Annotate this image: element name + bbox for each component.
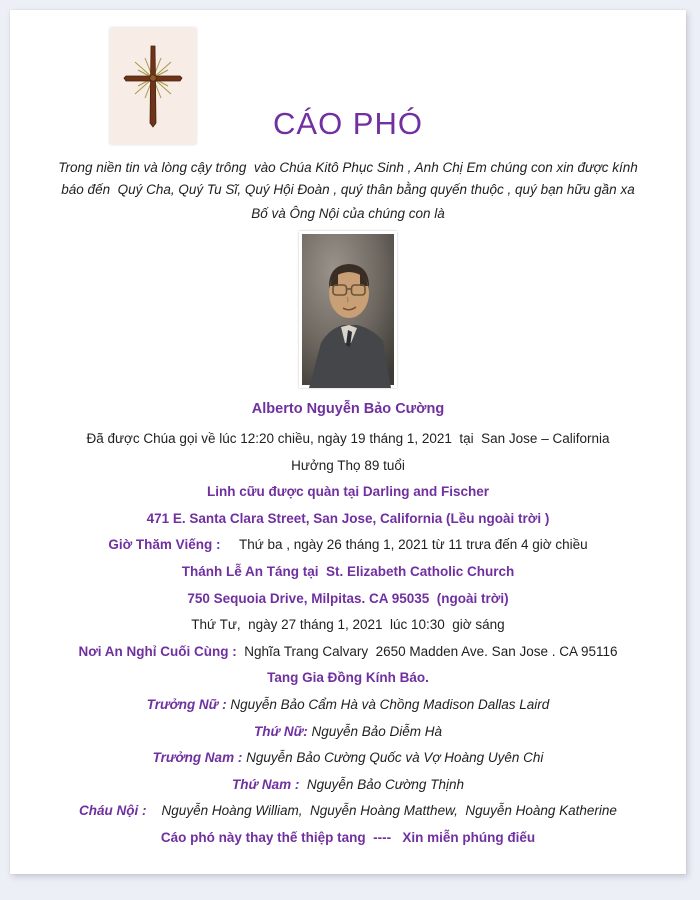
family-member-label: Trưởng Nam :	[152, 750, 243, 766]
visitation-line	[10, 532, 686, 559]
visitation-label: Giờ Thăm Viếng :	[108, 537, 221, 553]
crucifix-photo	[110, 28, 196, 144]
repose-location-line: Linh cữu được quàn tại Darling and Fischer	[207, 484, 489, 500]
resting-place-line	[10, 639, 686, 666]
footer-note-line: Cáo phó này thay thế thiệp tang ---- Xin miễn phúng điếu	[160, 829, 536, 845]
family-member-row	[10, 692, 686, 719]
crucifix-icon	[110, 28, 196, 144]
details-section	[10, 426, 686, 852]
age-line: Hưởng Thọ 89 tuổi	[291, 457, 405, 473]
portrait-photo	[299, 231, 397, 388]
funeral-mass-line: Thánh Lễ An Táng tại St. Elizabeth Catholic Church	[181, 563, 515, 579]
family-member-label: Cháu Nội :	[79, 803, 147, 819]
family-announcement-line: Tang Gia Đồng Kính Báo.	[267, 670, 429, 686]
intro-paragraph: Trong niền tin và lòng cậy trông vào Chúa Kitô Phục Sinh , Anh Chị Em chúng con xin được kính báo đến Quý Cha, Quý Tu Sĩ, Quý Hội Đoàn , quý thân bằng quyến thuộc , quý bạn hữu gần xa	[58, 160, 642, 197]
resting-place-text: Nghĩa Trang Calvary 2650 Madden Ave. San Jose . CA 95116	[236, 643, 618, 659]
family-member-text: Nguyễn Bảo Cường Thịnh	[299, 776, 464, 792]
family-member-row	[10, 772, 686, 799]
page-title: CÁO PHÓ	[273, 106, 423, 141]
family-member-label: Thứ Nam :	[232, 776, 300, 792]
family-member-label: Thứ Nữ:	[253, 723, 308, 739]
funeral-mass-address-line: 750 Sequoia Drive, Milpitas. CA 95035 (ngoài trời)	[187, 590, 509, 606]
family-member-row	[10, 798, 686, 825]
family-member-row	[10, 719, 686, 746]
family-member-text: Nguyễn Bảo Cường Quốc và Vợ Hoàng Uyên Chi	[242, 750, 544, 766]
deceased-name: Alberto Nguyễn Bảo Cường	[251, 401, 445, 417]
funeral-mass-time-line: Thứ Tư, ngày 27 tháng 1, 2021 lúc 10:30 giờ sáng	[191, 617, 505, 633]
family-member-text: Nguyễn Bảo Cẩm Hà và Chồng Madison Dallas Laird	[226, 696, 550, 712]
relation-line: Bố và Ông Nội của chúng con là	[251, 206, 445, 221]
repose-address-line: 471 E. Santa Clara Street, San Jose, California (Lều ngoài trời )	[146, 510, 550, 526]
obituary-page	[10, 10, 686, 874]
death-date-line: Đã được Chúa gọi về lúc 12:20 chiều, ngày 19 tháng 1, 2021 tại San Jose – California	[86, 431, 610, 446]
family-member-text: Nguyễn Bảo Diễm Hà	[307, 723, 443, 739]
visitation-text: Thứ ba , ngày 26 tháng 1, 2021 từ 11 trưa đến 4 giờ chiều	[220, 537, 588, 553]
resting-place-label: Nơi An Nghỉ Cuối Cùng :	[78, 643, 237, 659]
family-member-text: Nguyễn Hoàng William, Nguyễn Hoàng Matthew, Nguyễn Hoàng Katherine	[146, 803, 617, 819]
family-member-row	[10, 745, 686, 772]
family-member-label: Trưởng Nữ :	[146, 696, 227, 712]
